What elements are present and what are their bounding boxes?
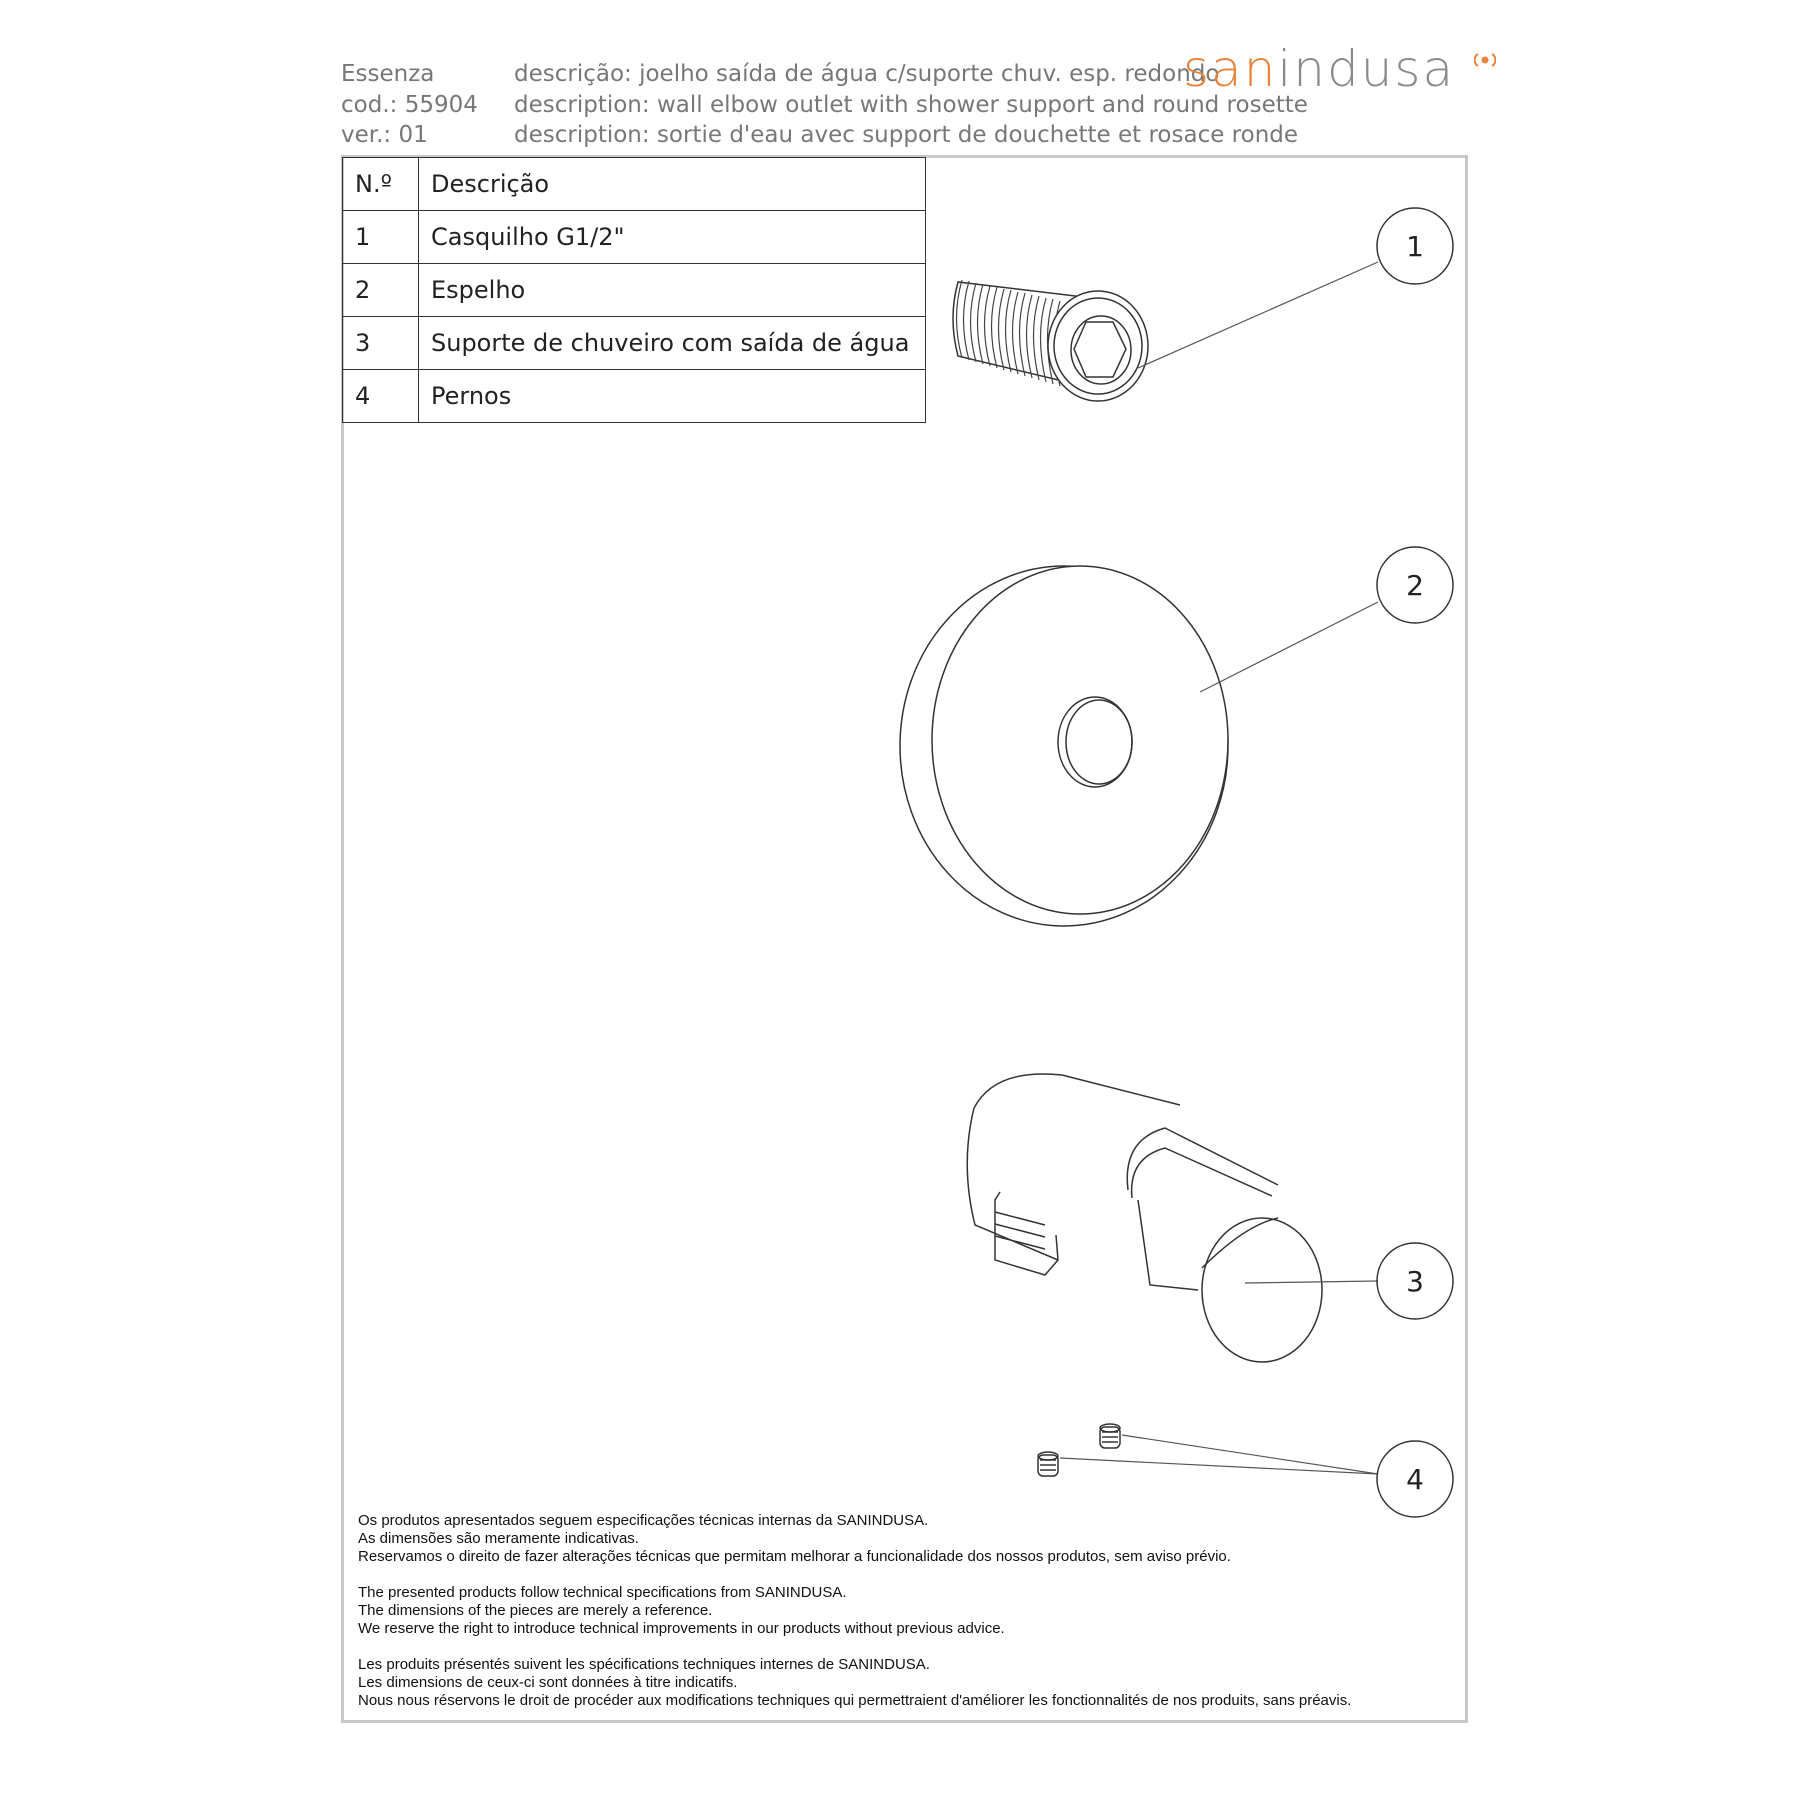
brand-logo-part1: san	[1183, 40, 1278, 98]
note-line: As dimensões são meramente indicativas.	[358, 1530, 639, 1547]
note-line: Reservamos o direito de fazer alterações técnicas que permitam melhorar a funcionalidade dos nossos produtos, sem aviso prévio.	[358, 1548, 1231, 1565]
row-description: Pernos	[419, 370, 926, 423]
rosette-drawing	[900, 566, 1228, 926]
brand-logo-part2: indusa	[1277, 40, 1456, 98]
note-line: The presented products follow technical specifications from SANINDUSA.	[358, 1584, 847, 1601]
notes-fr	[358, 1656, 1351, 1710]
header-description: Descrição	[419, 158, 926, 211]
bushing-drawing	[953, 280, 1148, 401]
row-number: 3	[343, 317, 419, 370]
callout-2: 2	[1406, 569, 1424, 602]
row-number: 1	[343, 211, 419, 264]
row-description: Suporte de chuveiro com saída de água	[419, 317, 926, 370]
row-description: Espelho	[419, 264, 926, 317]
callout-3: 3	[1406, 1265, 1424, 1298]
disclaimer-notes	[358, 1512, 1351, 1728]
version: ver.: 01	[341, 122, 428, 148]
description-fr: description: sortie d'eau avec support de douchette et rosace ronde	[514, 122, 1299, 148]
note-line: Nous nous réservons le droit de procéder aux modifications techniques qui permettraient d'améliorer les fonctionnalités de nos produits, sans préavis.	[358, 1692, 1352, 1709]
series-name: Essenza	[341, 61, 435, 87]
callout-4: 4	[1406, 1463, 1424, 1496]
row-number: 2	[343, 264, 419, 317]
product-code: cod.: 55904	[341, 92, 478, 118]
row-number: 4	[343, 370, 419, 423]
note-line: Les produits présentés suivent les spécifications techniques internes de SANINDUSA.	[358, 1656, 930, 1673]
grub-screws-drawing	[1038, 1424, 1120, 1476]
header-number: N.º	[343, 158, 419, 211]
note-line: Les dimensions de ceux-ci sont données à titre indicatifs.	[358, 1674, 738, 1691]
note-line: Os produtos apresentados seguem especificações técnicas internas da SANINDUSA.	[358, 1512, 929, 1529]
callout-1: 1	[1406, 230, 1424, 263]
note-line: The dimensions of the pieces are merely a reference.	[358, 1602, 713, 1619]
notes-pt	[358, 1512, 1351, 1566]
description-en: description: wall elbow outlet with shower support and round rosette	[514, 92, 1308, 118]
description-pt: descrição: joelho saída de água c/suporte chuv. esp. redondo	[514, 61, 1220, 87]
notes-en	[358, 1584, 1351, 1638]
note-line: We reserve the right to introduce technical improvements in our products without previous advice.	[358, 1620, 1005, 1637]
row-description: Casquilho G1/2"	[419, 211, 926, 264]
shower-support-drawing	[967, 1074, 1322, 1362]
